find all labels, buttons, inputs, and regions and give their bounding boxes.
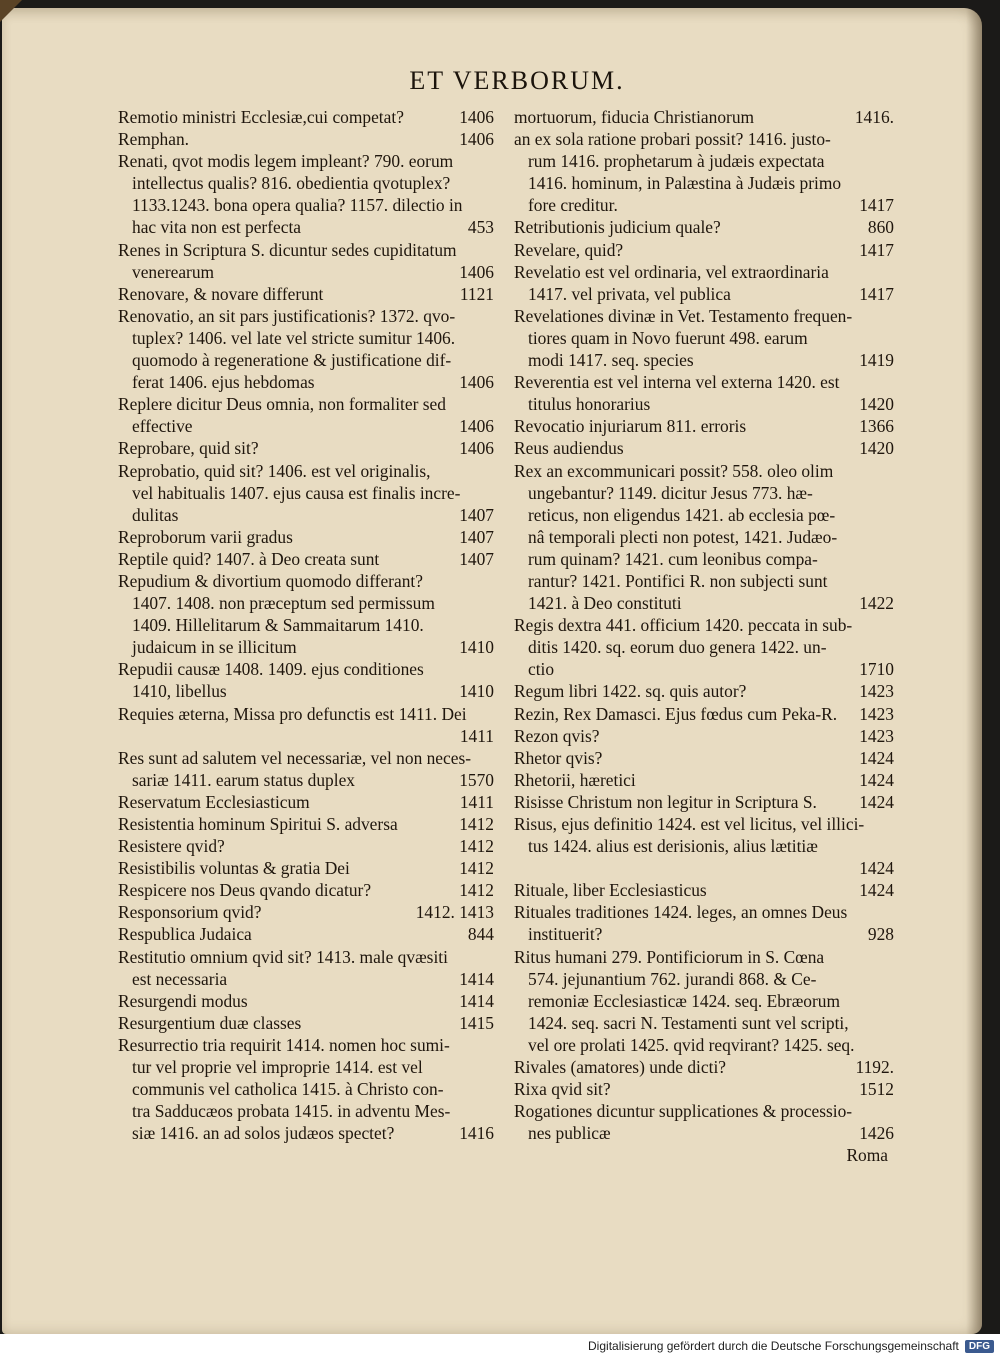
page-reference: 1412 xyxy=(459,814,494,834)
index-entry xyxy=(118,150,494,238)
entry-text: Renes in Scriptura S. dicuntur sedes cupiditatum xyxy=(118,239,457,260)
index-entry xyxy=(118,548,494,570)
entry-text: 1417. vel privata, vel publica xyxy=(528,283,731,304)
index-entry xyxy=(118,990,494,1012)
index-entry xyxy=(118,747,494,791)
page-reference: 1414 xyxy=(459,968,494,989)
entry-text: Rituales traditiones 1424. leges, an omnes Deus xyxy=(514,902,848,923)
index-entry xyxy=(118,1034,494,1144)
entry-text: tra Sadducæos probata 1415. in adventu Mes- xyxy=(132,1101,451,1122)
page-reference: 1410 xyxy=(459,681,494,702)
index-column-right xyxy=(514,106,894,1167)
page-reference: 1424 xyxy=(859,747,894,768)
index-entry xyxy=(118,239,494,283)
footer-bar xyxy=(0,1334,1000,1358)
entry-text: Reservatum Ecclesiasticum xyxy=(118,791,310,812)
index-entry xyxy=(118,128,494,150)
entry-text: Renovare, & novare differunt xyxy=(118,283,324,304)
entry-text: Revocatio injuriarum 811. erroris xyxy=(514,416,747,437)
page-reference: 1417 xyxy=(859,239,894,260)
entry-text: Reproborum varii gradus xyxy=(118,526,293,547)
page-reference: 1423 xyxy=(859,725,894,746)
entry-text: venerearum xyxy=(132,261,215,282)
entry-text: Rezon qvis? xyxy=(514,725,600,746)
index-entry xyxy=(514,946,894,1056)
page-reference: 1406 xyxy=(459,372,494,393)
entry-text: instituerit? xyxy=(528,924,603,945)
index-entry xyxy=(514,813,894,879)
index-entry xyxy=(118,283,494,305)
entry-text: quomodo à regeneratione & justificatione dif- xyxy=(132,350,452,371)
page-reference: 1420 xyxy=(859,438,894,459)
entry-text: Rixa qvid sit? xyxy=(514,1079,611,1100)
index-entry xyxy=(118,526,494,548)
index-entry xyxy=(514,725,894,747)
entry-text: Revelationes divinæ in Vet. Testamento frequen- xyxy=(514,305,853,326)
entry-text: judaicum in se illicitum xyxy=(132,637,297,658)
entry-text: Rivales (amatores) unde dicti? xyxy=(514,1057,726,1078)
page-reference: 1406 xyxy=(459,438,494,459)
page-reference: 844 xyxy=(467,924,494,945)
page-reference: 1424 xyxy=(859,791,894,812)
entry-text: rum 1416. prophetarum à judæis expectata xyxy=(528,151,825,172)
index-entry xyxy=(514,769,894,791)
index-entry xyxy=(118,923,494,945)
page-reference: 1414 xyxy=(459,990,494,1011)
entry-text: Rhetor qvis? xyxy=(514,747,603,768)
entry-text: ctio xyxy=(528,659,555,680)
entry-text: vel habitualis 1407. ejus causa est finalis incre- xyxy=(132,482,461,503)
page-reference: 1192. xyxy=(855,1057,894,1078)
entry-text: titulus honorarius xyxy=(528,394,651,415)
index-entry xyxy=(118,879,494,901)
entry-text: sariæ 1411. earum status duplex xyxy=(132,769,355,790)
page-reference: 1407 xyxy=(459,548,494,569)
entry-text: Rogationes dicuntur supplicationes & processio- xyxy=(514,1101,853,1122)
entry-text: Reprobatio, quid sit? 1406. est vel originalis, xyxy=(118,460,431,481)
entry-text: Respublica Judaica xyxy=(118,924,252,945)
entry-text: rum quinam? 1421. cum leonibus compa- xyxy=(528,548,818,569)
entry-text: tur vel proprie vel improprie 1414. est vel xyxy=(132,1057,423,1078)
index-entry xyxy=(118,658,494,702)
entry-text: tiores quam in Novo fuerunt 498. earum xyxy=(528,327,808,348)
entry-text: Rex an excommunicari possit? 558. oleo olim xyxy=(514,460,834,481)
entry-text: Risisse Christum non legitur in Scriptura S. xyxy=(514,791,817,812)
index-entry xyxy=(514,460,894,615)
index-entry xyxy=(118,946,494,990)
index-entry xyxy=(118,813,494,835)
entry-text: 1407. 1408. non præceptum sed permissum xyxy=(132,593,435,614)
entry-text: Reverentia est vel interna vel externa 1420. est xyxy=(514,372,840,393)
page-reference: 1411 xyxy=(459,791,494,812)
index-entry xyxy=(118,570,494,658)
index-entry xyxy=(118,1012,494,1034)
entry-text: Reptile quid? 1407. à Deo creata sunt xyxy=(118,548,380,569)
page-reference: 1416 xyxy=(459,1123,494,1144)
entry-text: 1421. à Deo constituti xyxy=(528,593,682,614)
entry-text: Rituale, liber Ecclesiasticus xyxy=(514,880,707,901)
entry-text: 1133.1243. bona opera qualia? 1157. dilectio in xyxy=(132,195,463,216)
index-entry xyxy=(118,901,494,923)
page-reference: 1417 xyxy=(859,195,894,216)
page-reference xyxy=(888,1034,894,1056)
entry-text: Replere dicitur Deus omnia, non formaliter sed xyxy=(118,394,446,415)
index-column-left xyxy=(118,106,494,1144)
entry-text: 574. jejunantium 762. jurandi 868. & Ce- xyxy=(528,968,817,989)
page-reference: 1710 xyxy=(859,659,894,680)
index-entry xyxy=(514,216,894,238)
entry-text: Repudii causæ 1408. 1409. ejus conditiones xyxy=(118,659,424,680)
page-reference: 1415 xyxy=(459,1012,494,1033)
entry-text: tus 1424. alius est derisionis, alius lætitiæ xyxy=(528,836,818,857)
entry-text: Responsorium qvid? xyxy=(118,902,262,923)
entry-text: Ritus humani 279. Pontificiorum in S. Cœna xyxy=(514,946,825,967)
page-reference: 1423 xyxy=(859,681,894,702)
page-reference: 1121 xyxy=(459,283,494,304)
index-entry xyxy=(514,703,894,725)
index-entry xyxy=(118,106,494,128)
entry-text: tuplex? 1406. vel late vel stricte sumitur 1406. xyxy=(132,327,456,348)
entry-text: Renovatio, an sit pars justificationis? 1372. qvo- xyxy=(118,305,456,326)
entry-text: Respicere nos Deus qvando dicatur? xyxy=(118,880,372,901)
page-reference: 1412. 1413 xyxy=(415,902,494,923)
page-reference: 1406 xyxy=(459,107,494,127)
entry-text: Resurrectio tria requirit 1414. nomen hoc sumi- xyxy=(118,1034,450,1055)
entry-text: modi 1417. seq. species xyxy=(528,350,694,371)
entry-text: vel ore prolati 1425. qvid reqvirant? 1425. seq. xyxy=(528,1034,855,1055)
index-entry xyxy=(514,1100,894,1144)
page-reference: 1406 xyxy=(459,129,494,150)
entry-text: Remphan. xyxy=(118,129,189,150)
entry-text: remoniæ Ecclesiasticæ 1424. seq. Ebræorum xyxy=(528,990,841,1011)
entry-text: mortuorum, fiducia Christianorum xyxy=(514,107,755,127)
page-reference: 1416. xyxy=(854,107,894,127)
entry-text: communis vel catholica 1415. à Christo con- xyxy=(132,1079,444,1100)
entry-text: Regum libri 1422. sq. quis autor? xyxy=(514,681,747,702)
index-entry xyxy=(118,857,494,879)
index-entry xyxy=(514,791,894,813)
page-reference: 1426 xyxy=(859,1123,894,1144)
entry-text: reticus, non eligendus 1421. ab ecclesia pœ- xyxy=(528,504,836,525)
index-entry xyxy=(514,1078,894,1100)
book-page xyxy=(2,8,982,1334)
entry-text: 1416. hominum, in Palæstina à Judæis primo xyxy=(528,173,842,194)
entry-text: intellectus qualis? 816. obedientia qvotuplex? xyxy=(132,173,451,194)
index-entry xyxy=(118,305,494,393)
page-reference: 1419 xyxy=(859,350,894,371)
entry-text: an ex sola ratione probari possit? 1416. justo- xyxy=(514,129,831,150)
entry-text: Retributionis judicium quale? xyxy=(514,217,721,238)
entry-text: Reus audiendus xyxy=(514,438,624,459)
page-reference: 1366 xyxy=(859,416,894,437)
entry-text: hac vita non est perfecta xyxy=(132,217,301,238)
index-entry xyxy=(514,901,894,945)
page-reference: 1407 xyxy=(459,526,494,547)
entry-text: siæ 1416. an ad solos judæos spectet? xyxy=(132,1123,395,1144)
page-reference: 1424 xyxy=(859,880,894,901)
page-edge-shadow xyxy=(966,8,982,1334)
entry-text: nes publicæ xyxy=(528,1123,611,1144)
entry-text: fore creditur. xyxy=(528,195,618,216)
entry-text: Requies æterna, Missa pro defunctis est 1411. Dei xyxy=(118,703,467,724)
index-entry xyxy=(514,680,894,702)
page-reference: 1411 xyxy=(459,725,494,746)
entry-text: Resistere qvid? xyxy=(118,836,225,857)
index-entry xyxy=(514,305,894,371)
index-entry xyxy=(514,1056,894,1078)
entry-text: Resistibilis voluntas & gratia Dei xyxy=(118,858,350,879)
entry-text: Rhetorii, hæretici xyxy=(514,769,636,790)
entry-text: Repudium & divortium quomodo differant? xyxy=(118,570,423,591)
entry-text: ferat 1406. ejus hebdomas xyxy=(132,372,315,393)
entry-text: 1424. seq. sacri N. Testamenti sunt vel scripti, xyxy=(528,1012,849,1033)
entry-text: nâ temporali plecti non potest, 1421. Judæo- xyxy=(528,526,838,547)
index-entry xyxy=(514,239,894,261)
page-reference: 1412 xyxy=(459,858,494,879)
entry-text: Rezin, Rex Damasci. Ejus fœdus cum Peka-R. xyxy=(514,703,838,724)
entry-text: 1410, libellus xyxy=(132,681,227,702)
index-entry xyxy=(118,791,494,813)
page-reference: 1406 xyxy=(459,416,494,437)
page-reference: 1412 xyxy=(459,880,494,901)
page-reference: 928 xyxy=(867,924,894,945)
page-reference: 1410 xyxy=(459,637,494,658)
entry-text: 1409. Hillelitarum & Sammaitarum 1410. xyxy=(132,615,424,636)
catchword: Roma xyxy=(846,1145,888,1166)
entry-text: Res sunt ad salutem vel necessariæ, vel non neces- xyxy=(118,747,472,768)
entry-text: Revelare, quid? xyxy=(514,239,624,260)
entry-text: est necessaria xyxy=(132,968,228,989)
entry-text: rantur? 1421. Pontifici R. non subjecti sunt xyxy=(528,570,828,591)
index-entry xyxy=(118,460,494,526)
index-entry xyxy=(118,393,494,437)
index-entry xyxy=(118,835,494,857)
index-entry xyxy=(514,128,894,216)
entry-text: ungebantur? 1149. dicitur Jesus 773. hæ- xyxy=(528,482,813,503)
page-reference: 1422 xyxy=(859,593,894,614)
index-entry xyxy=(514,415,894,437)
entry-text: Renati, qvot modis legem impleant? 790. eorum xyxy=(118,151,454,172)
index-entry xyxy=(514,106,894,128)
entry-text: Resistentia hominum Spiritui S. adversa xyxy=(118,814,398,834)
index-entry xyxy=(118,437,494,459)
entry-text: Restitutio omnium qvid sit? 1413. male qvæsiti xyxy=(118,946,448,967)
dfg-logo: DFG xyxy=(965,1340,994,1353)
page-reference: 1412 xyxy=(459,836,494,857)
page-reference: 1417 xyxy=(859,283,894,304)
index-entry xyxy=(514,614,894,680)
index-entry xyxy=(514,879,894,901)
entry-text: Resurgentium duæ classes xyxy=(118,1012,302,1033)
page-reference: 1424 xyxy=(859,858,894,879)
page-reference: 453 xyxy=(467,217,494,238)
entry-text: Risus, ejus definitio 1424. est vel licitus, vel illici- xyxy=(514,814,865,834)
page-reference: 860 xyxy=(867,217,894,238)
index-entry xyxy=(514,747,894,769)
page-reference: 1407 xyxy=(459,504,494,525)
entry-text: dulitas xyxy=(132,504,179,525)
page-reference: 1512 xyxy=(859,1079,894,1100)
page-reference: 1424 xyxy=(859,769,894,790)
page-reference: 1423 xyxy=(859,703,894,724)
page-reference: 1420 xyxy=(859,394,894,415)
index-entry xyxy=(514,437,894,459)
page-reference: 1570 xyxy=(459,769,494,790)
running-header: ET VERBORUM. xyxy=(409,66,625,95)
footer-credit: Digitalisierung gefördert durch die Deutsche Forschungsgemeinschaft xyxy=(588,1339,959,1353)
index-entry xyxy=(514,261,894,305)
entry-text: Reprobare, quid sit? xyxy=(118,438,259,459)
index-entry xyxy=(514,371,894,415)
entry-text: effective xyxy=(132,416,193,437)
page-corner xyxy=(0,0,22,22)
entry-text: Resurgendi modus xyxy=(118,990,248,1011)
index-entry xyxy=(118,703,494,747)
page-reference: 1406 xyxy=(459,261,494,282)
entry-text: Regis dextra 441. officium 1420. peccata in sub- xyxy=(514,615,853,636)
entry-text: ditis 1420. sq. eorum duo genera 1422. un- xyxy=(528,637,827,658)
entry-text: Revelatio est vel ordinaria, vel extraordinaria xyxy=(514,261,829,282)
entry-text: Remotio ministri Ecclesiæ,cui competat? xyxy=(118,107,404,127)
